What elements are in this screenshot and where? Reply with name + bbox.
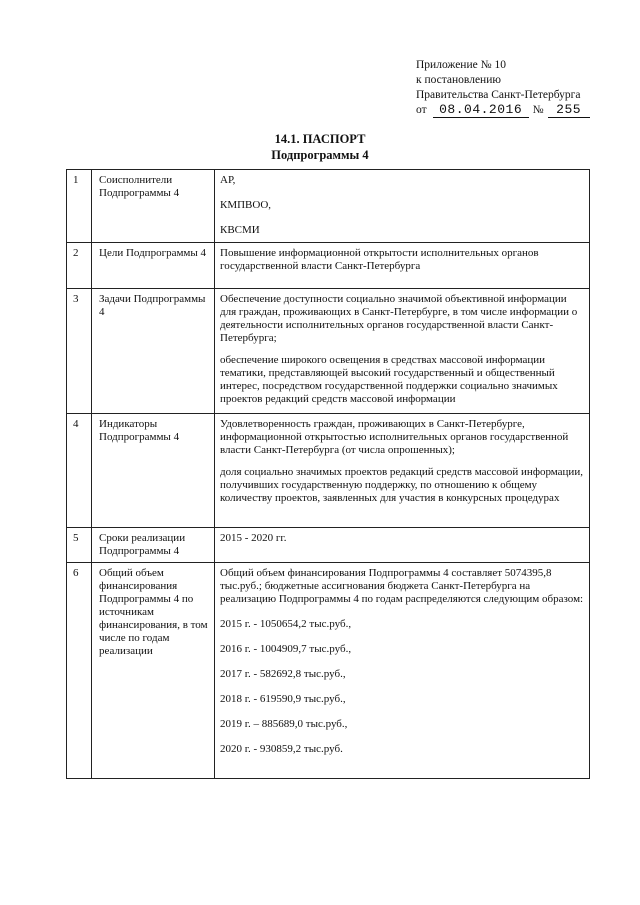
number-label: № xyxy=(532,104,544,116)
financing-year-line: 2019 г. – 885689,0 тыс.руб., xyxy=(220,718,348,730)
row-value xyxy=(215,289,590,414)
financing-year-line: 2020 г. - 930859,2 тыс.руб. xyxy=(220,743,343,755)
table-row xyxy=(67,243,590,289)
row-label: Общий объем финансирования Подпрограммы 4 по источникам финансирования, в том числе по годам реализации xyxy=(92,563,215,779)
financing-year-line: 2015 г. - 1050654,2 тыс.руб., xyxy=(220,618,352,630)
row-value xyxy=(215,170,590,243)
row-number: 4 xyxy=(67,414,92,528)
goal-text: Повышение информационной открытости исполнительных органов государственной власти Санкт-Петербурга xyxy=(220,247,539,272)
row-label: Индикаторы Подпрограммы 4 xyxy=(92,414,215,528)
passport-table xyxy=(66,169,590,779)
resolution-date: 08.04.2016 xyxy=(433,103,529,118)
co-executor-ar: АР, xyxy=(220,174,236,186)
indicator-text: доля социально значимых проектов редакций средств массовой информации, получивших государственную поддержку, по отношению к общему количеству проектов, заявленных для участия в конкурсных процедурах xyxy=(220,466,583,504)
row-number: 5 xyxy=(67,528,92,563)
financing-intro: Общий объем финансирования Подпрограммы 4 составляет 5074395,8 тыс.руб.; бюджетные ассигнования бюджета Санкт-Петербурга на реализацию Подпрограммы 4 по годам распределяются следующим образом: xyxy=(220,567,584,605)
table-row xyxy=(67,170,590,243)
row-label: Цели Подпрограммы 4 xyxy=(92,243,215,289)
appendix-header xyxy=(416,58,590,118)
task-text: Обеспечение доступности социально значимой объективной информации для граждан, проживающих в Санкт-Петербурге, в том числе информации о деятельности исполнительных органов государственной власти Санкт-Петербурга; xyxy=(220,293,578,344)
row-value xyxy=(215,243,590,289)
appendix-government-label: Правительства Санкт-Петербурга xyxy=(416,89,581,101)
row-number: 1 xyxy=(67,170,92,243)
financing-year-line: 2018 г. - 619590,9 тыс.руб., xyxy=(220,693,346,705)
row-value xyxy=(215,563,590,779)
resolution-date-line xyxy=(416,103,590,118)
row-label: Соисполнители Подпрограммы 4 xyxy=(92,170,215,243)
table-row xyxy=(67,289,590,414)
row-label: Сроки реализации Подпрограммы 4 xyxy=(92,528,215,563)
row-number: 6 xyxy=(67,563,92,779)
appendix-resolution-label: к постановлению xyxy=(416,74,501,86)
financing-year-line: 2016 г. - 1004909,7 тыс.руб., xyxy=(220,643,352,655)
co-executor-kvsmi: КВСМИ xyxy=(220,224,260,236)
row-number: 3 xyxy=(67,289,92,414)
resolution-number: 255 xyxy=(548,103,590,118)
table-row xyxy=(67,528,590,563)
subprogram-title: Подпрограммы 4 xyxy=(271,148,369,162)
indicator-text: Удовлетворенность граждан, проживающих в Санкт-Петербурге, информационной открытостью исполнительных органов государственной власти Санкт-Петербурга (от числа опрошенных); xyxy=(220,418,569,456)
appendix-number: Приложение № 10 xyxy=(416,59,506,71)
table-row xyxy=(67,414,590,528)
row-label: Задачи Подпрограммы 4 xyxy=(92,289,215,414)
row-value xyxy=(215,528,590,563)
financing-year-line: 2017 г. - 582692,8 тыс.руб., xyxy=(220,668,346,680)
table-row xyxy=(67,563,590,779)
passport-title: 14.1. ПАСПОРТ xyxy=(274,132,366,146)
co-executor-kmpvoo: КМПВОО, xyxy=(220,199,272,211)
from-label: от xyxy=(416,104,427,116)
task-text: обеспечение широкого освещения в средствах массовой информации тематики, представляющей высокий государственный и общественный интерес, посредством государственной поддержки социально значимых проектов редакций средств массовой информации xyxy=(220,354,558,405)
page-title xyxy=(0,131,640,163)
row-value xyxy=(215,414,590,528)
row-number: 2 xyxy=(67,243,92,289)
period-text: 2015 - 2020 гг. xyxy=(220,532,287,544)
